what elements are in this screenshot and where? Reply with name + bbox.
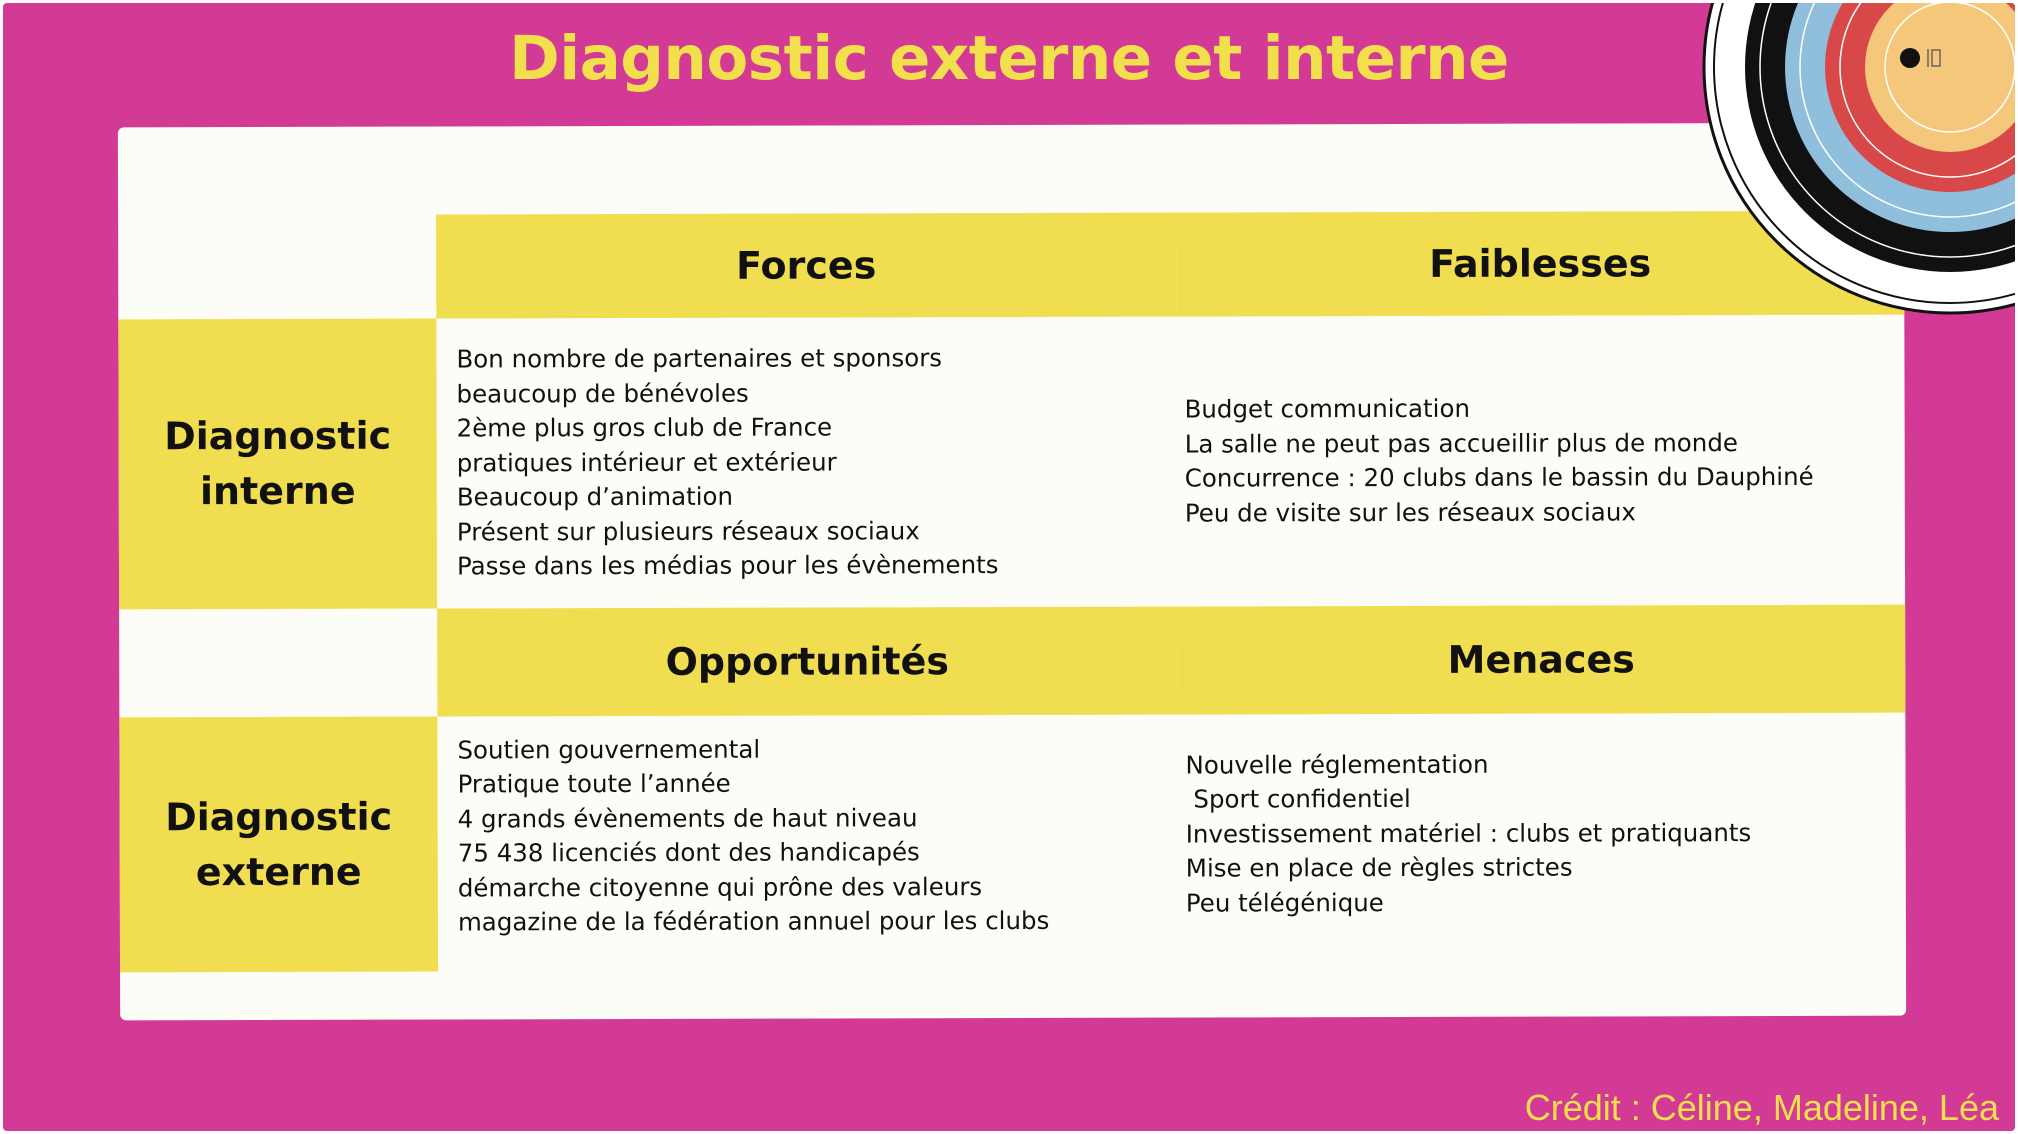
header-menaces: Menaces	[1177, 605, 1905, 715]
faiblesses-list	[1164, 315, 1905, 607]
list-item: magazine de la fédération annuel pour les clubs	[457, 905, 1050, 937]
list-item: 4 grands évènements de haut niveau	[457, 802, 918, 833]
row-label-externe-line2: externe	[195, 849, 362, 894]
list-item: Présent sur plusieurs réseaux sociaux	[456, 515, 920, 547]
list-item: Nouvelle réglementation	[1185, 749, 1489, 780]
list-item: Bon nombre de partenaires et sponsors	[456, 343, 943, 374]
list-item: Sport confidentiel	[1185, 784, 1411, 814]
list-item: Mise en place de règles strictes	[1185, 852, 1573, 883]
archery-target-icon	[1700, 3, 2015, 317]
opportunites-list	[437, 715, 1178, 957]
list-item: Peu de visite sur les réseaux sociaux	[1184, 496, 1636, 528]
list-item: 2ème plus gros club de France	[456, 412, 833, 443]
list-item: Concurrence : 20 clubs dans le bassin du Dauphiné	[1184, 461, 1814, 493]
list-item: 75 438 licenciés dont des handicapés	[457, 837, 920, 868]
header-faiblesses: Faiblesses	[1176, 211, 1904, 317]
header-forces: Forces	[436, 213, 1176, 319]
forces-list	[436, 317, 1177, 609]
list-item: Passe dans les médias pour les évènements	[456, 550, 999, 581]
list-item: Budget communication	[1184, 393, 1470, 424]
list-item: pratiques intérieur et extérieur	[456, 447, 837, 478]
list-item: démarche citoyenne qui prône des valeurs	[457, 871, 983, 902]
row-label-interne-line1: Diagnostic	[164, 413, 392, 459]
list-item: Pratique toute l’année	[457, 768, 731, 799]
credit-text: Crédit : Céline, Madeline, Léa	[1524, 1087, 1999, 1128]
row-label-interne	[118, 319, 437, 610]
header-opportunites: Opportunités	[437, 607, 1177, 717]
slide-title: Diagnostic externe et interne	[509, 23, 1509, 94]
slide	[3, 3, 2015, 1131]
list-item: Soutien gouvernemental	[457, 734, 761, 764]
swot-card	[118, 123, 1906, 1021]
row-label-externe	[119, 717, 438, 973]
list-item: Investissement matériel : clubs et pratiquants	[1185, 817, 1752, 849]
list-item: beaucoup de bénévoles	[456, 378, 749, 409]
list-item: Peu télégénique	[1185, 887, 1384, 918]
list-item: Beaucoup d’animation	[456, 481, 734, 512]
row-label-interne-line2: interne	[199, 468, 356, 514]
row-label-externe-line1: Diagnostic	[165, 794, 393, 839]
list-item: La salle ne peut pas accueillir plus de monde	[1184, 427, 1738, 459]
menaces-list	[1165, 713, 1906, 955]
